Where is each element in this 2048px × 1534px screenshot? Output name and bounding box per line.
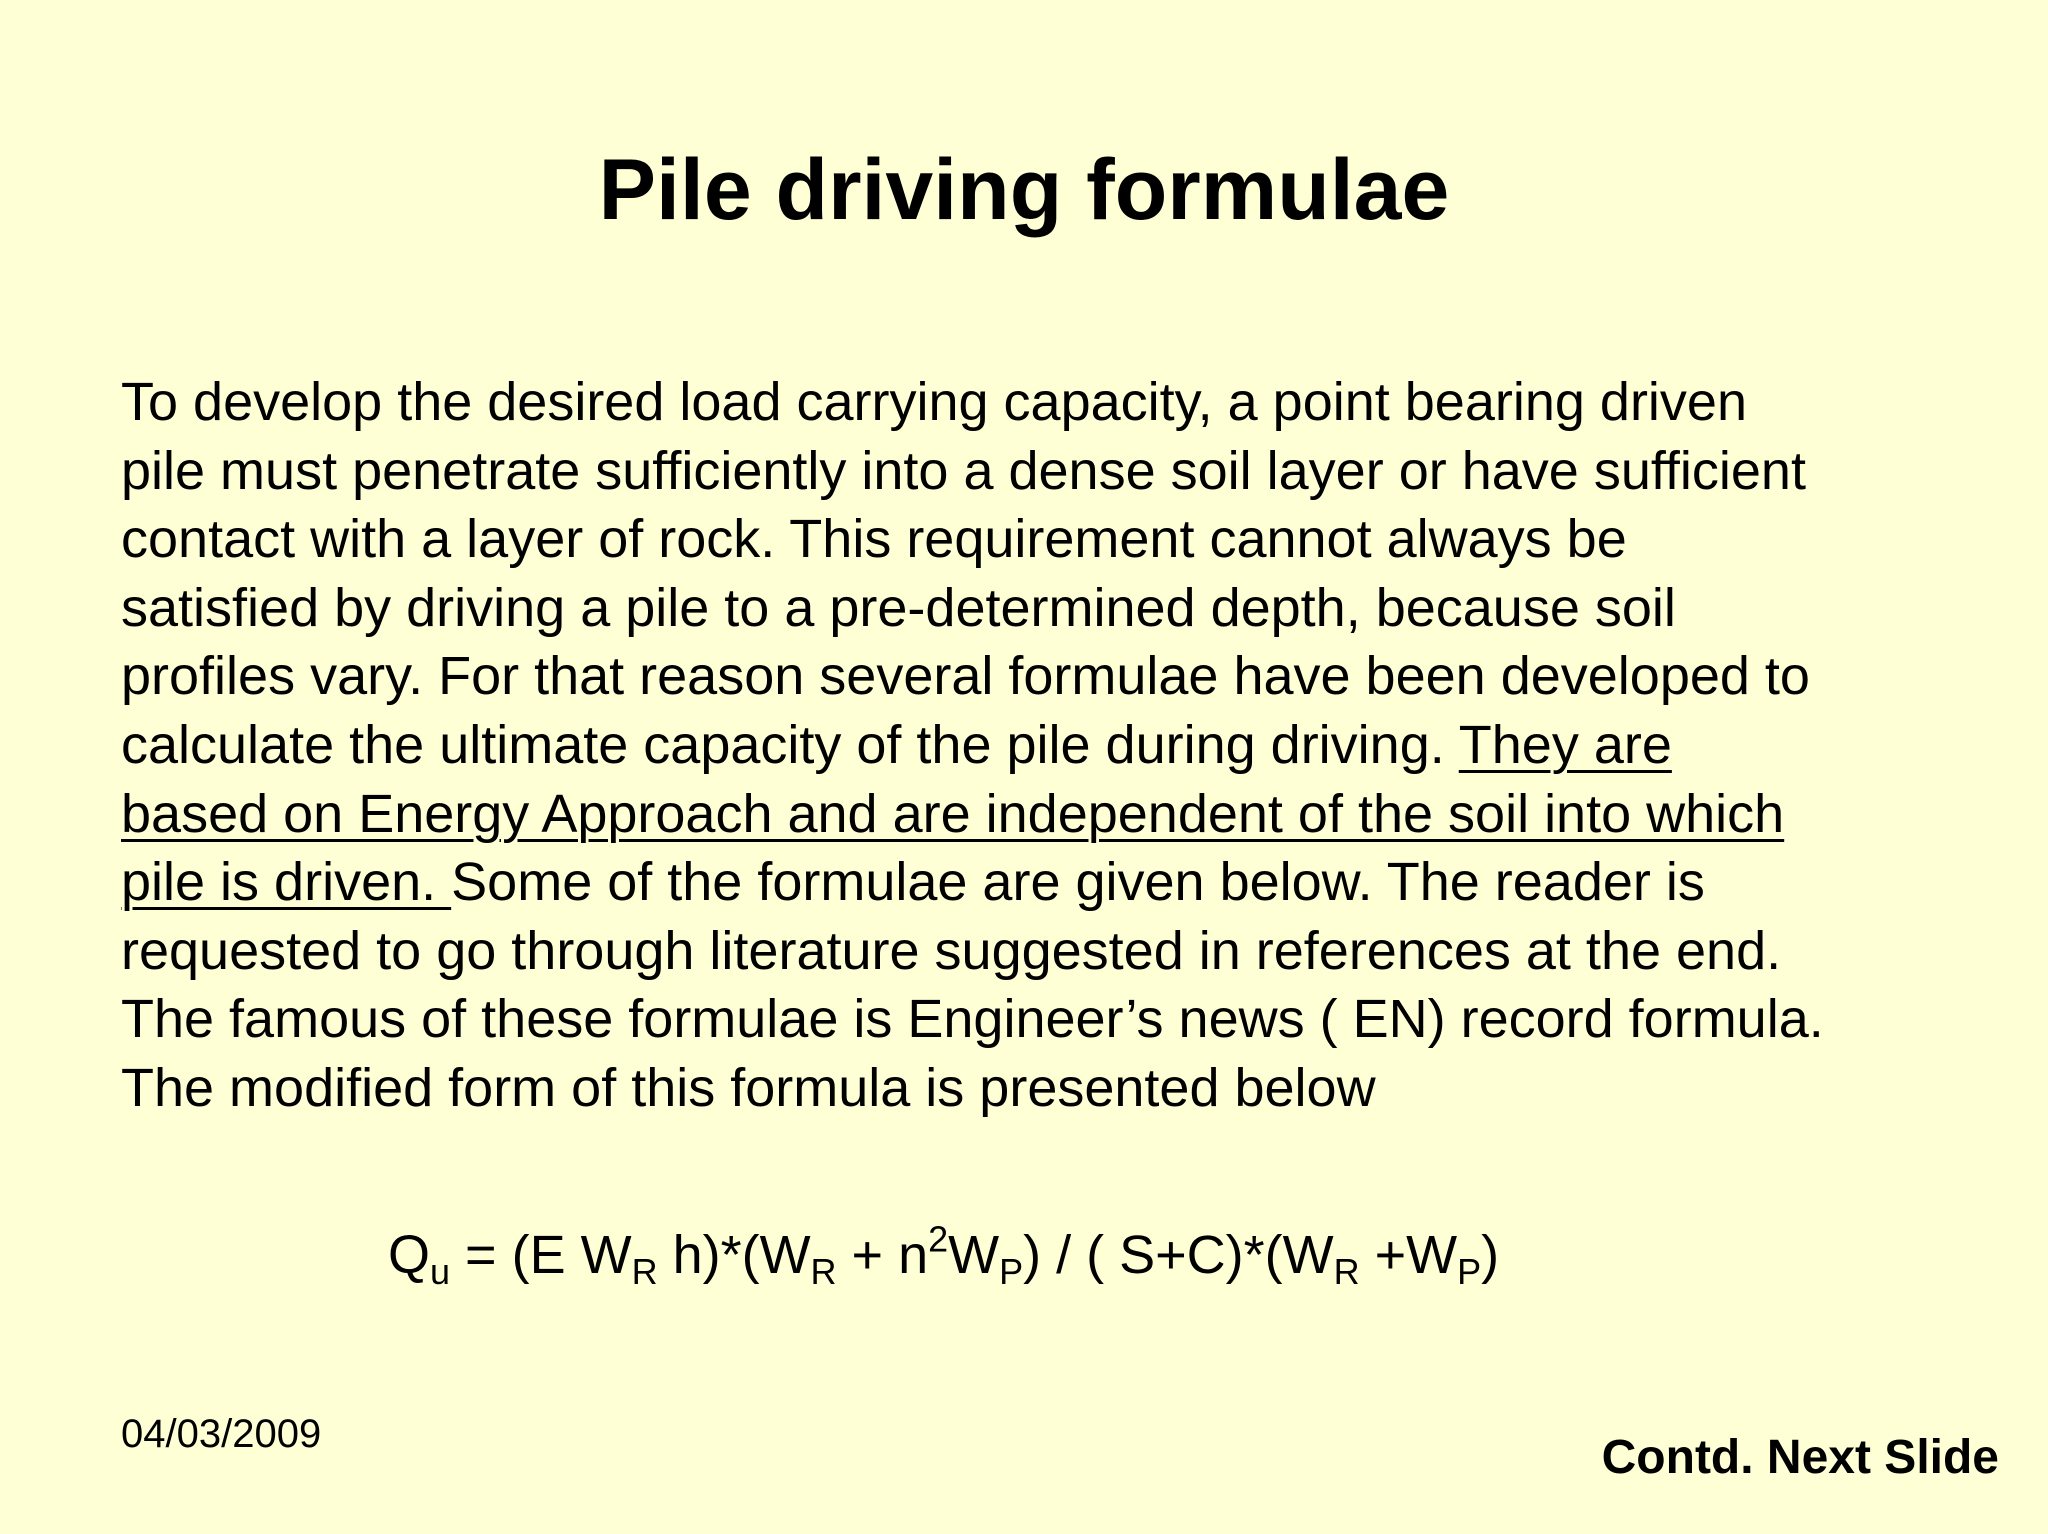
formula-subscript: P (1457, 1250, 1482, 1292)
formula-subscript: R (631, 1250, 658, 1292)
formula-text: + n (836, 1225, 929, 1285)
body-text-segment: Some of the formulae are given below. The reader is (451, 852, 1705, 913)
body-paragraph (121, 368, 1981, 1123)
formula-text: ) (1481, 1225, 1500, 1285)
underlined-emphasis: They are (1458, 714, 1672, 775)
slide-date: 04/03/2009 (121, 1412, 322, 1456)
formula-superscript: 2 (928, 1218, 949, 1260)
formula-subscript: u (430, 1250, 451, 1292)
formula-text: +W (1359, 1225, 1458, 1285)
formula-subscript: R (810, 1250, 837, 1292)
formula-text: = (E W (450, 1225, 632, 1285)
underlined-emphasis: based on Energy Approach and are independent of the soil into which (121, 783, 1785, 844)
body-line (121, 848, 1981, 917)
body-text-segment: calculate the ultimate capacity of the pile during driving. (121, 714, 1459, 775)
formula-subscript: P (999, 1250, 1024, 1292)
body-line (121, 711, 1981, 780)
body-line: pile must penetrate sufficiently into a dense soil layer or have sufficient (121, 440, 1806, 501)
body-line: profiles vary. For that reason several formulae have been developed to (121, 646, 1810, 707)
body-line: To develop the desired load carrying capacity, a point bearing driven (121, 372, 1747, 432)
body-line: The modified form of this formula is presented below (121, 1057, 1376, 1118)
en-record-formula (388, 1215, 1499, 1295)
formula-text: Q (388, 1225, 431, 1285)
body-line: requested to go through literature suggested in references at the end. (121, 920, 1782, 981)
slide-title: Pile driving formulae (598, 142, 1450, 238)
formula-text: W (948, 1225, 1000, 1285)
continued-next-slide-note: Contd. Next Slide (1601, 1431, 1999, 1484)
formula-subscript: R (1333, 1250, 1360, 1292)
body-line: The famous of these formulae is Engineer’s news ( EN) record formula. (121, 989, 1824, 1050)
body-line (121, 780, 1981, 849)
body-line: contact with a layer of rock. This requirement cannot always be (121, 509, 1627, 570)
formula-text: ) / ( S+C)*(W (1023, 1225, 1334, 1285)
formula-text: h)*(W (657, 1225, 811, 1285)
body-line: satisfied by driving a pile to a pre-determined depth, because soil (121, 577, 1676, 638)
underlined-emphasis: pile is driven. (121, 852, 452, 913)
